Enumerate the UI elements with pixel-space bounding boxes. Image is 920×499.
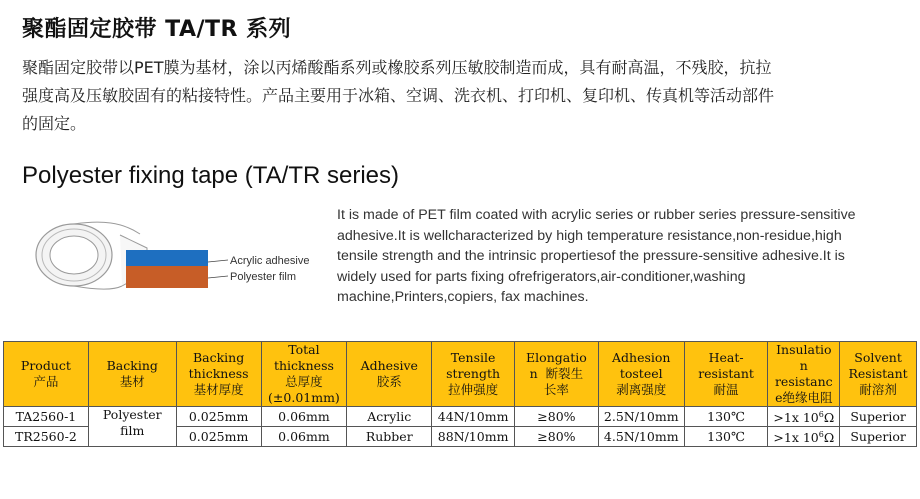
- chinese-description-line: 聚酯固定胶带以PET膜为基材，涂以丙烯酸酯系列或橡胶系列压敏胶制造而成，具有耐高温，不残胶，抗拉: [22, 58, 772, 77]
- chinese-title: 聚酯固定胶带 TA/TR 系列: [22, 17, 292, 42]
- spec-table: [3, 341, 917, 447]
- header-insulation-resistance: [768, 342, 840, 407]
- header-line: (±0.01mm): [268, 390, 340, 405]
- header-heat-resistant: [684, 342, 768, 407]
- cell-heat-resistant: 130℃: [684, 407, 768, 427]
- tape-structure-diagram: [22, 210, 322, 310]
- header-backing-thickness: [176, 342, 261, 407]
- cell-product: TR2560-2: [4, 427, 89, 447]
- cell-insulation: [768, 407, 840, 427]
- adhesive-label: Acrylic adhesive: [230, 255, 310, 267]
- english-description-line: adhesive.It is wellcharacterized by high temperature resistance,non-residue,high: [337, 227, 842, 244]
- header-backing: [88, 342, 176, 407]
- header-line: 剥离强度: [616, 382, 667, 397]
- header-line: tosteel: [619, 366, 663, 381]
- cell-solvent-resistant: Superior: [840, 407, 917, 427]
- table-row: [4, 407, 917, 427]
- cell-total-thickness: 0.06mm: [261, 407, 347, 427]
- english-title: Polyester fixing tape (TA/TR series): [22, 162, 400, 189]
- header-tensile-strength: [432, 342, 515, 407]
- header-line: thickness: [273, 358, 334, 373]
- header-total-thickness: [261, 342, 347, 407]
- cell-tensile-strength: 44N/10mm: [432, 407, 515, 427]
- adhesive-layer: [126, 250, 208, 266]
- header-adhesive: [347, 342, 432, 407]
- english-description: [337, 205, 897, 308]
- header-line: 基材: [119, 374, 145, 389]
- insulation-value: >1x 10: [773, 430, 819, 446]
- insulation-exponent: 6: [818, 430, 824, 440]
- header-line: Product: [20, 358, 71, 373]
- insulation-value: >1x 10: [773, 410, 819, 426]
- cell-elongation: ≥80%: [515, 407, 599, 427]
- header-line: thickness: [188, 366, 249, 381]
- header-line: Adhesion: [612, 350, 671, 365]
- english-description-line: It is made of PET film coated with acrylic series or rubber series pressure-sensitive: [337, 207, 856, 223]
- cell-tensile-strength: 88N/10mm: [432, 427, 515, 447]
- cell-adhesion: 4.5N/10mm: [598, 427, 684, 447]
- cell-adhesion: 2.5N/10mm: [598, 407, 684, 427]
- header-line: 耐温: [713, 382, 739, 397]
- header-line: 基材厚度: [193, 382, 244, 397]
- header-line: Total: [288, 342, 320, 357]
- header-line: 长率: [543, 382, 569, 397]
- header-adhesion-to-steel: [598, 342, 684, 407]
- header-line: n 断裂生: [529, 366, 584, 381]
- film-layer: [126, 266, 208, 288]
- insulation-unit: Ω: [823, 410, 835, 426]
- header-line: e绝缘电阻: [775, 390, 833, 405]
- header-line: resistanc: [774, 374, 833, 389]
- table-header-row: [4, 342, 917, 407]
- adhesive-pointer: [208, 260, 228, 262]
- header-line: Tensile: [450, 350, 496, 365]
- cell-adhesive: Rubber: [347, 427, 432, 447]
- header-line: Adhesive: [360, 358, 418, 373]
- header-line: resistant: [698, 366, 754, 381]
- cell-elongation: ≥80%: [515, 427, 599, 447]
- header-line: 产品: [33, 374, 59, 389]
- chinese-description-line: 强度高及压敏胶固有的粘接特性。产品主要用于冰箱、空调、洗衣机、打印机、复印机、传真机等活动部件: [22, 86, 775, 105]
- header-line: Insulatio: [776, 342, 832, 357]
- header-solvent-resistant: [840, 342, 917, 407]
- cell-insulation: [768, 427, 840, 447]
- header-line: Elongatio: [526, 350, 587, 365]
- cell-solvent-resistant: Superior: [840, 427, 917, 447]
- cell-backing-thickness: 0.025mm: [176, 407, 261, 427]
- film-label: Polyester film: [230, 271, 297, 283]
- insulation-unit: Ω: [823, 430, 835, 446]
- english-description-line: machine,Printers,copiers, fax machines.: [337, 289, 589, 305]
- header-line: Resistant: [848, 366, 908, 381]
- header-line: 耐溶剂: [859, 382, 897, 397]
- chinese-description-line: 的固定。: [22, 114, 87, 133]
- header-line: n: [799, 358, 808, 373]
- header-line: strength: [446, 366, 501, 381]
- header-line: 总厚度: [285, 374, 323, 389]
- cell-backing: [88, 407, 176, 447]
- chinese-description: [22, 54, 902, 138]
- backing-line: film: [120, 423, 145, 438]
- film-pointer: [208, 276, 228, 278]
- backing-line: Polyester: [102, 407, 162, 422]
- english-description-line: tensile strength and the intrinsic propertiesof the pressure-sensitive adhesive.It is: [337, 248, 845, 264]
- header-line: Backing: [192, 350, 245, 365]
- cell-backing-thickness: 0.025mm: [176, 427, 261, 447]
- english-description-line: widely used for parts fixing ofrefrigerators,air-conditioner,washing: [337, 268, 746, 285]
- cell-adhesive: Acrylic: [347, 407, 432, 427]
- header-line: Solvent: [854, 350, 902, 365]
- header-product: [4, 342, 89, 407]
- insulation-exponent: 6: [818, 410, 824, 419]
- header-line: Heat-: [708, 350, 744, 365]
- header-line: Backing: [106, 358, 158, 373]
- cell-total-thickness: 0.06mm: [261, 427, 347, 447]
- cell-product: TA2560-1: [4, 407, 89, 427]
- cell-heat-resistant: 130℃: [684, 427, 768, 447]
- header-elongation: [515, 342, 599, 407]
- header-line: 拉伸强度: [448, 382, 499, 397]
- header-line: 胶系: [376, 374, 402, 389]
